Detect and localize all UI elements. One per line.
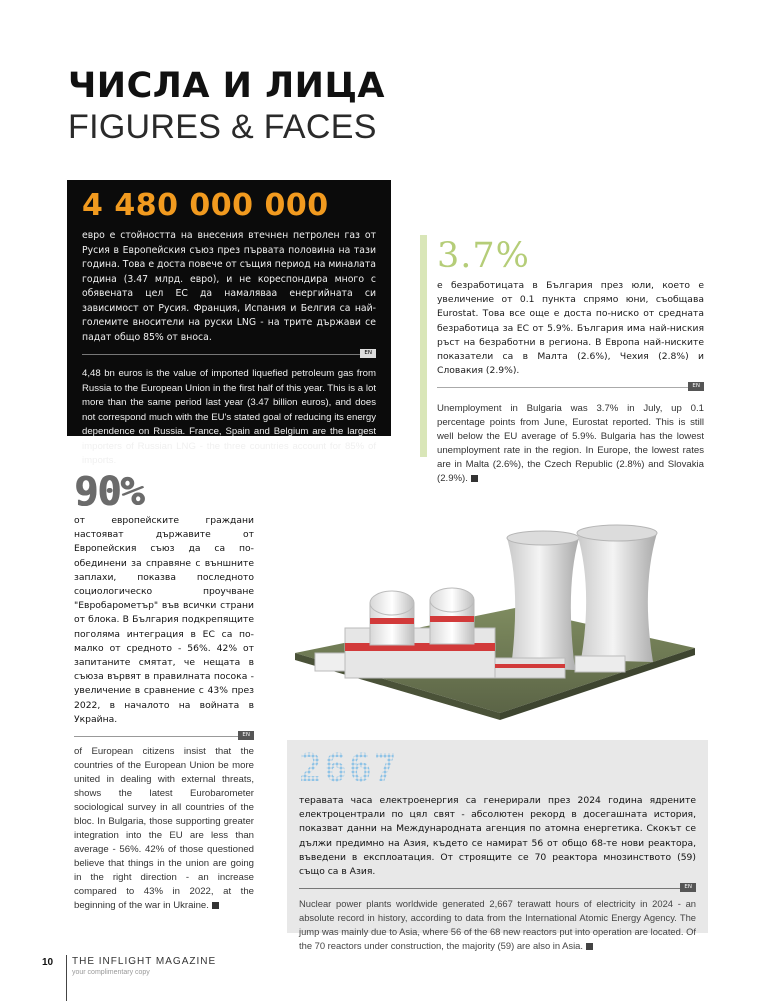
stat-text-en: of European citizens insist that the countries of the European Union be more united in dealing with external threats, shows the latest Eurobarometer sociological survey in all countries of the bloc. In Bulgaria, those supporting greater integration into the EU are less than average - 56%. 42% of those questioned believe that things in the union are going in the right direction - an increase compared to 43% in 2022, at the beginning of the war in Ukraine. [74,746,254,912]
stat-text-bg: теравата часа електроенергия са генерирали през 2024 година ядрените електроцентрали по цял свят - абсолютен рекорд в досегашната история, показват данни на Международната агенция по атомна енергетика. Скокът се дължи предимно на Азия, където се намират 56 от общо 68-те нови реактора, въведени в експлоатация. От строящите се 70 реактора мнозинството (59) също са в Азия. [299,795,696,878]
end-square-icon [586,943,593,950]
magazine-name: THE INFLIGHT MAGAZINE [72,956,217,967]
footer-divider [66,955,67,1001]
end-square-icon [212,902,219,909]
divider-line [299,888,696,889]
divider-line [82,354,376,355]
stat-block-nuclear [287,740,708,952]
stat-figure: 4 480 000 000 [82,188,329,223]
divider-line [437,387,704,388]
en-tag: EN [688,382,704,391]
en-tag: EN [360,349,376,358]
magazine-tagline: your complimentary copy [72,969,150,976]
en-divider [437,382,704,392]
en-divider [299,883,696,893]
stat-figure: 2667 [299,746,696,790]
en-tag: EN [238,731,254,740]
page-subtitle: FIGURES & FACES [68,108,377,146]
stat-text-en: Unemployment in Bulgaria was 3.7% in July, up 0.1 percentage points from June, Eurostat reported. This is still well below the EU average of 5.9%. Bulgaria has the lowest unemployment rate in the region. In Europe, the lowest rates are in Malta (2.6%), the Czech Republic (2.8%) and Slovakia (2.9%). [437,403,704,485]
stat-text-bg: от европейските граждани настояват държавите от Европейския съюз да са по-обединени за справяне с външните заплахи, показва последното социологическо проучване "Евробарометър" във всички страни от блока. В България подкрепящите поголяма интеграция в ЕС са по-малко от средното - 56%. 42% от запитаните смятат, че нещата в съюза вървят в правилната посока - увеличение в сравнение с 43% през 2022, в началото на войната в Украйна. [74,515,254,725]
divider-line [74,736,254,737]
en-tag: EN [680,883,696,892]
stat-text-en: Nuclear power plants worldwide generated 2,667 terawatt hours of electricity in 2024 - an absolute record in history, according to data from the International Atomic Energy Agency. The jump was mainly due to Asia, where 56 of the 68 new reactors put into operation are located. Of the 70 reactors under construction, the majority (59) are also in Asia. [299,898,696,952]
stat-text-en: 4,48 bn euros is the value of imported liquefied petroleum gas from Russia to the European Union in the first half of this year. This is a lot more than the same period last year (3.47 billion euros), and does not correspond much with the EU's stated goal of reducing its energy dependence on Russia. France, Spain and Belgium are the largest importers of Russian LNG - the three countries account for 85% of imports. [82,368,376,466]
stat-block-lng [67,180,391,466]
en-divider [82,349,376,359]
stat-figure: 90% [74,469,144,515]
stat-text-bg: е безработицата в България през юли, което е увеличение от 0.1 пункта спрямо юни, съобщава Eurostat. Това все още е доста по-ниско от средната безработица за ЕС от 5.9%. България има най-ниския ръст на безработни в региона. В Европа най-ниските показатели са в Малта (2.6%), Чехия (2.8%) и Словакия (2.9%). [437,280,704,377]
stat-block-unemployment [420,235,704,485]
en-divider [74,731,254,741]
stat-figure: 3.7% [437,236,530,276]
stat-block-eurobarometer [74,470,254,913]
nuclear-plant-illustration [285,478,707,738]
page-title: ЧИСЛА И ЛИЦА [68,66,386,106]
page-number: 10 [42,957,54,968]
stat-text-bg: евро е стойността на внесения втечнен петролен газ от Русия в Европейския съюз през първата половина на тази година. Това е доста повече от същия период на миналата година (3.47 млрд. евро), и не кореспондира много с обявената цел ЕС да намаляваа енергийната си зависимост от Русия. Франция, Испания и Белгия са най-големите вносители на руски LNG - на трите държави се падат общо 85% от вноса. [82,230,376,343]
end-square-icon [119,457,126,464]
